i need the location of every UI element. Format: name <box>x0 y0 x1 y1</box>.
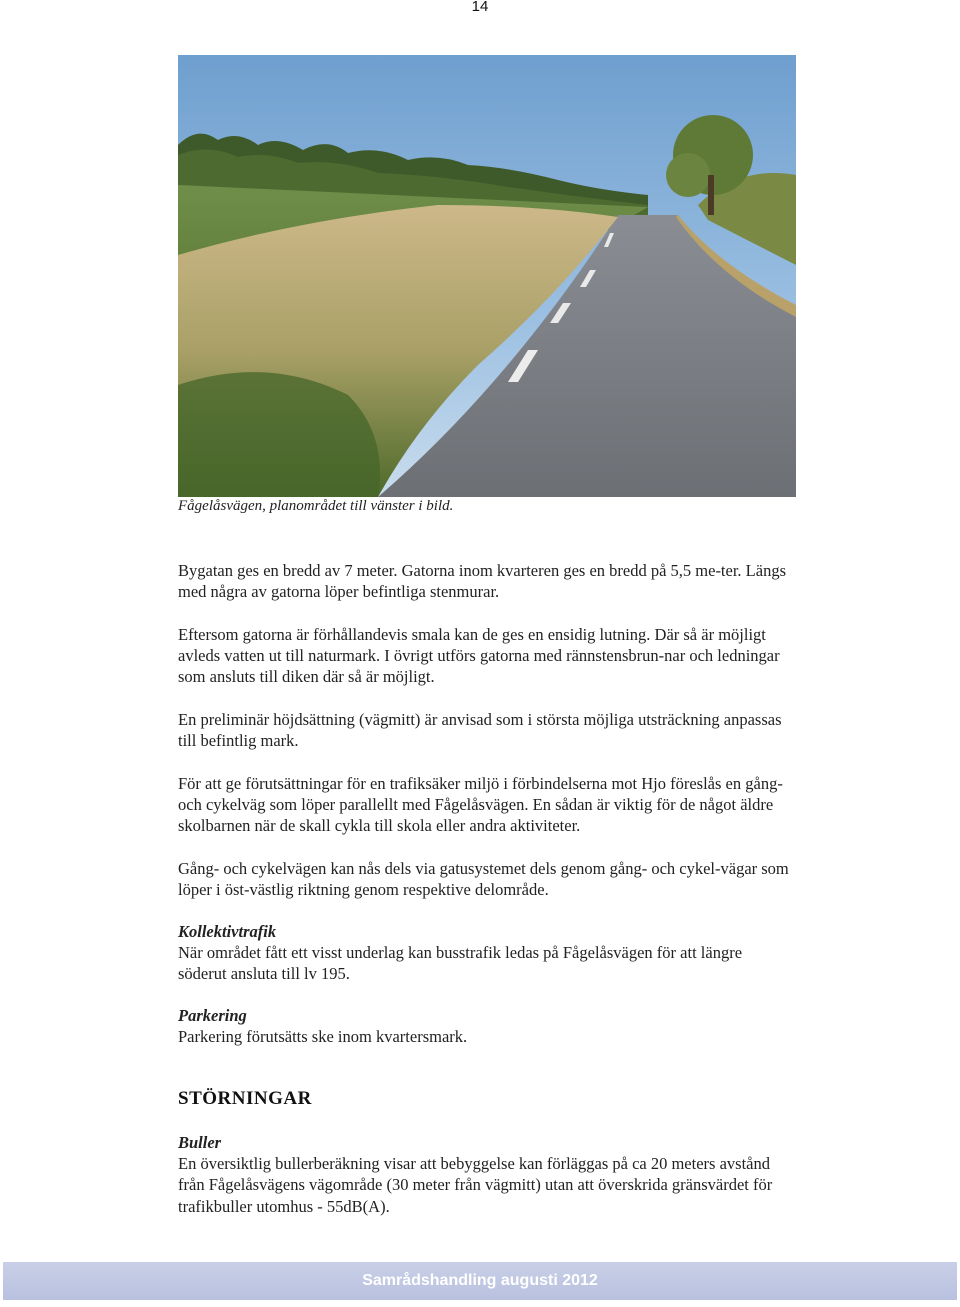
paragraph-text: Gång- och cykelvägen kan nås dels via gatusystemet dels genom gång- och cykel-vägar som löper i öst-västlig riktning genom respektive delområde. <box>178 859 789 900</box>
paragraph-street-width <box>178 560 790 602</box>
road-photo <box>178 55 796 497</box>
paragraph-text: Bygatan ges en bredd av 7 meter. Gatorna inom kvarteren ges en bredd på 5,5 me-ter. Längs med några av gatorna löper befintliga stenmurar. <box>178 561 787 602</box>
buller-section <box>178 1132 790 1217</box>
paragraph-drainage <box>178 624 790 688</box>
paragraph-elevation <box>178 709 790 751</box>
paragraph-text: För att ge förutsättningar för en trafiksäker miljö i förbindelserna mot Hjo föreslås en gång- och cykelväg som löper parallellt med Fågelåsvägen. En sådan är viktig för de något äldre skolbarnen när de skall cykla till skola eller andra aktiviteter. <box>178 774 783 836</box>
parkering-text: Parkering förutsätts ske inom kvartersmark. <box>178 1027 468 1047</box>
parkering-heading: Parkering <box>178 1006 247 1025</box>
page-number: 14 <box>471 0 489 15</box>
buller-heading: Buller <box>178 1133 222 1152</box>
paragraph-text: En preliminär höjdsättning (vägmitt) är anvisad som i största möjliga utsträckning anpassas till befintlig mark. <box>178 710 782 751</box>
kollektivtrafik-section <box>178 921 790 985</box>
footer-bar <box>3 1262 957 1300</box>
buller-text: En översiktlig bullerberäkning visar att bebyggelse kan förläggas på ca 20 meters avstånd från Fågelåsvägens vägområde (30 meter från vägmitt) utan att överskrida gränsvärdet för trafikbuller utomhus - 55dB(A). <box>178 1154 773 1216</box>
photo-caption: Fågelåsvägen, planområdet till vänster i bild. <box>178 498 454 514</box>
kollektivtrafik-heading: Kollektivtrafik <box>178 922 277 941</box>
kollektivtrafik-text: När området fått ett visst underlag kan busstrafik ledas på Fågelåsvägen för att längre söderut ansluta till lv 195. <box>178 943 743 984</box>
footer-text: Samrådshandling augusti 2012 <box>362 1272 598 1289</box>
parkering-section <box>178 1005 790 1047</box>
road-photo-illustration <box>178 55 796 497</box>
section-heading-storningar: STÖRNINGAR <box>178 1088 312 1109</box>
paragraph-text: Eftersom gatorna är förhållandevis smala kan de ges en ensidig lutning. Där så är möjligt avleds vatten ut till naturmark. I övrigt utförs gatorna med rännstensbrun-nar och ledningar som ansluts till diken där så är möjligt. <box>178 625 780 687</box>
paragraph-cycle-access <box>178 858 790 900</box>
paragraph-cycle-path <box>178 773 790 837</box>
